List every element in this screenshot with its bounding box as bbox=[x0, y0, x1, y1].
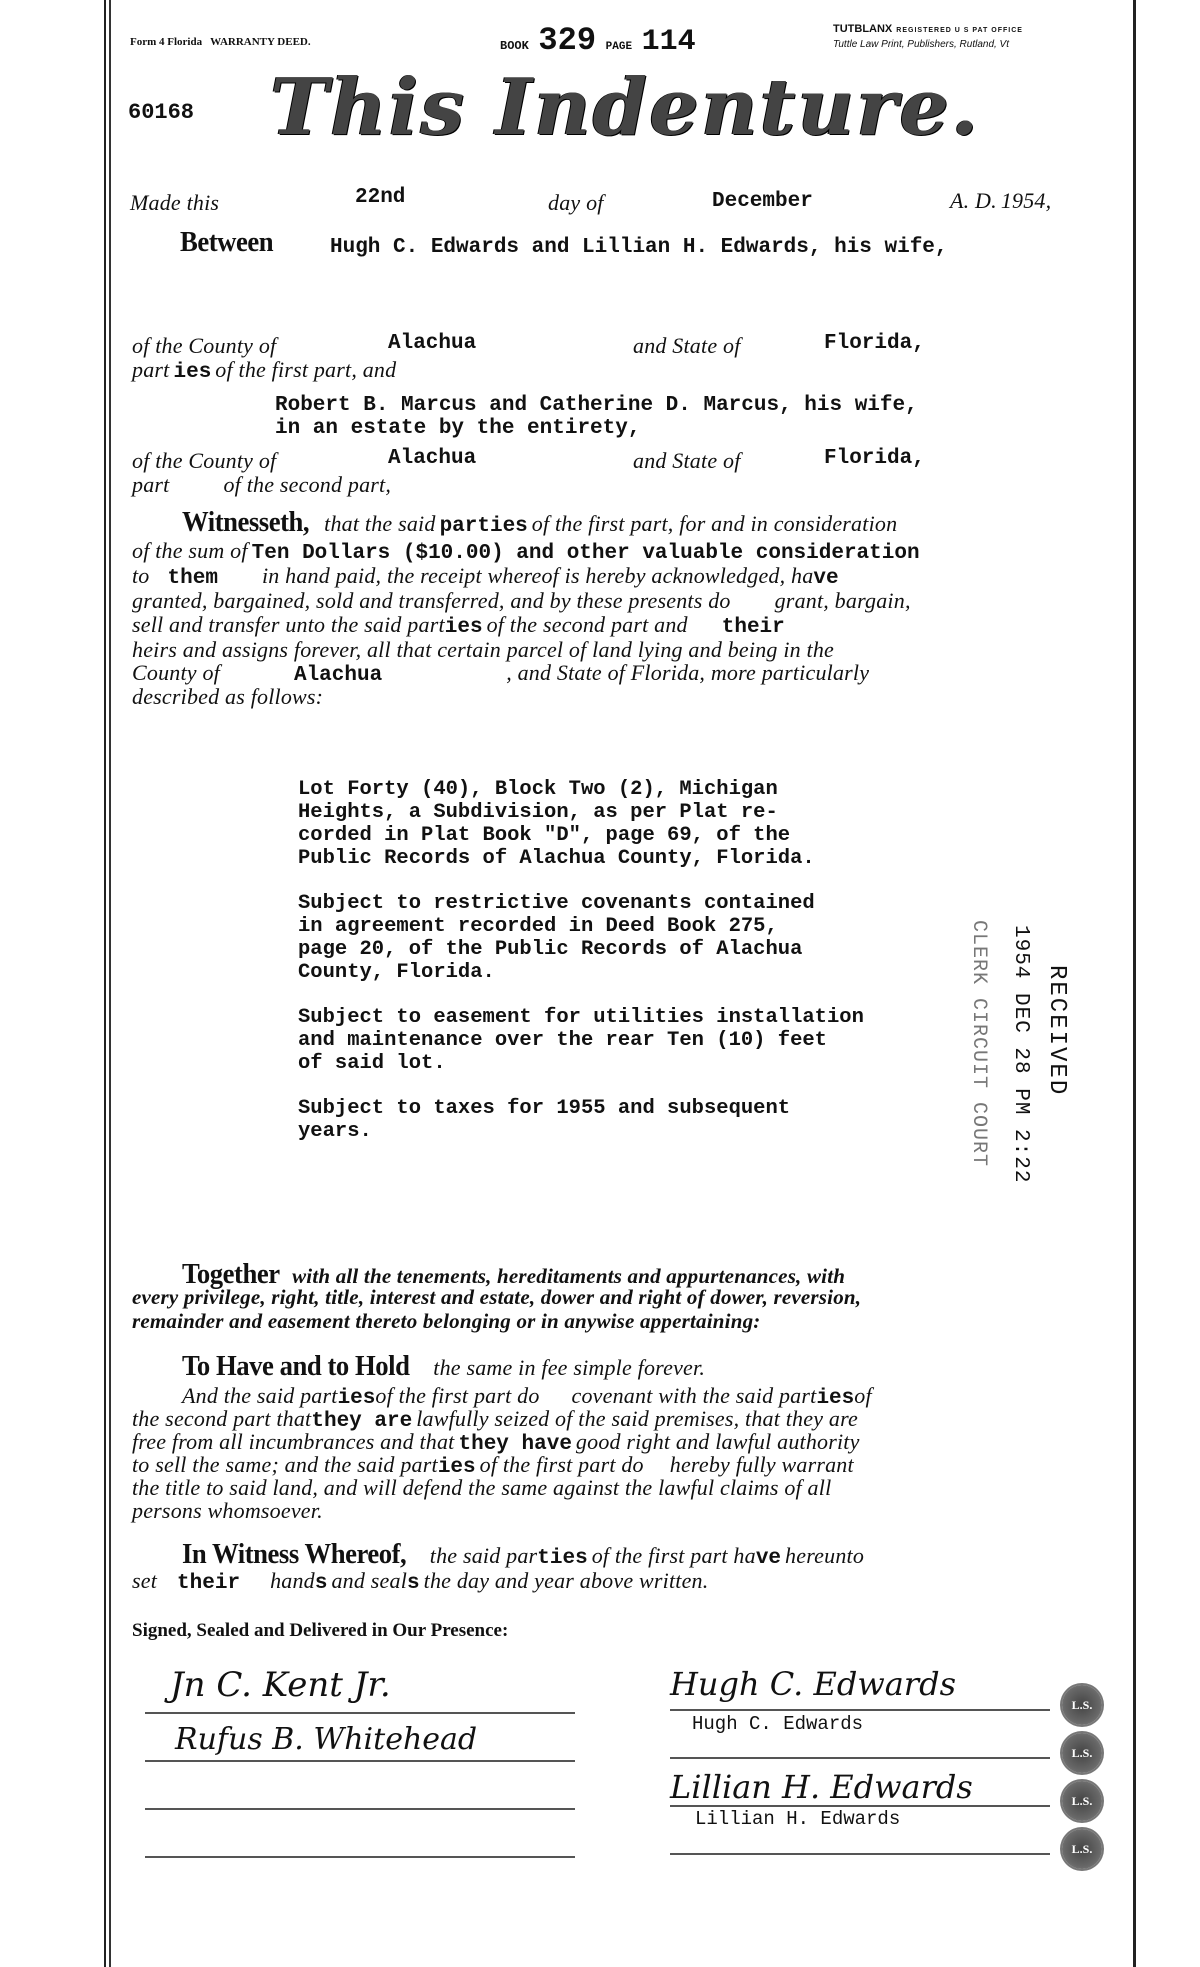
witnesseth-fill: their bbox=[721, 616, 785, 639]
habendum-text: good right and lawful authority bbox=[575, 1429, 860, 1454]
description-line: County, Florida. bbox=[298, 961, 495, 984]
in-witness-text: the day and year above written. bbox=[423, 1568, 709, 1593]
description-line: in agreement recorded in Deed Book 275, bbox=[298, 915, 778, 938]
in-witness-line-1 bbox=[182, 1538, 864, 1571]
witnesseth-line-3 bbox=[132, 563, 839, 590]
description-line: Subject to taxes for 1955 and subsequent bbox=[298, 1097, 791, 1120]
in-witness-text: hand bbox=[270, 1568, 315, 1593]
in-witness-fill: ties bbox=[537, 1547, 588, 1570]
habendum-text: And the said part bbox=[182, 1383, 338, 1408]
witness2-signature: Rufus B. Whitehead bbox=[175, 1722, 478, 1757]
second-county-label: of the County of bbox=[132, 448, 277, 473]
in-witness-text: hereunto bbox=[785, 1543, 865, 1568]
description-line: Subject to restrictive covenants contained bbox=[298, 892, 815, 915]
witness-signature-line-3 bbox=[145, 1808, 575, 1810]
witnesseth-fill: ies bbox=[444, 616, 483, 639]
publisher-name: Tuttle Law Print, Publishers, Rutland, Vt bbox=[833, 39, 1010, 50]
grantors: Hugh C. Edwards and Lillian H. Edwards, his wife, bbox=[330, 236, 948, 259]
day-value: 22nd bbox=[355, 186, 406, 209]
in-witness-fill: ve bbox=[755, 1547, 782, 1570]
ad-label: A. D. bbox=[950, 188, 997, 213]
book-number: 329 bbox=[538, 22, 597, 59]
witnesseth-line-8: described as follows: bbox=[132, 684, 324, 709]
witnesseth-line-1 bbox=[182, 506, 898, 539]
in-witness-label: In Witness Whereof, bbox=[182, 1538, 407, 1570]
together-label: Together bbox=[182, 1258, 280, 1290]
together-line-3: remainder and easement thereto belonging or in anywise appertaining: bbox=[132, 1309, 761, 1333]
witnesseth-text: , and State of Florida, more particularly bbox=[506, 660, 870, 685]
property-description bbox=[298, 778, 864, 1143]
witnesseth-label: Witnesseth, bbox=[182, 506, 310, 538]
form-label: Form 4 Florida bbox=[130, 36, 203, 48]
habendum-text: lawfully seized of the said premises, that they are bbox=[416, 1406, 858, 1431]
description-paragraph-4 bbox=[298, 1097, 864, 1143]
seal-2 bbox=[1062, 1733, 1102, 1773]
book-page-stamp bbox=[500, 22, 696, 59]
seal-1 bbox=[1062, 1685, 1102, 1725]
in-witness-text: and seal bbox=[331, 1568, 408, 1593]
habendum-text: the second part that bbox=[132, 1406, 312, 1431]
day-of-label: day of bbox=[548, 190, 604, 215]
habendum-fill: they have bbox=[458, 1433, 572, 1456]
witnesseth-fill: them bbox=[167, 567, 218, 590]
description-line: years. bbox=[298, 1120, 372, 1143]
second-state-label: and State of bbox=[633, 448, 741, 473]
habendum-text: hereby fully warrant bbox=[669, 1452, 854, 1477]
habendum-line-1 bbox=[182, 1350, 705, 1383]
form-header bbox=[130, 36, 311, 48]
between-label: Between bbox=[180, 226, 274, 258]
first-county: Alachua bbox=[388, 332, 477, 355]
witnesseth-county: Alachua bbox=[293, 664, 383, 687]
habendum-text: covenant with the said part bbox=[571, 1383, 817, 1408]
habendum-text: the same in fee simple forever. bbox=[433, 1355, 706, 1380]
description-line: Lot Forty (40), Block Two (2), Michigan bbox=[298, 778, 778, 801]
description-line: Subject to easement for utilities installation bbox=[298, 1006, 864, 1029]
seal-label: L.S. bbox=[1071, 1697, 1093, 1712]
first-part-text: of the first part, and bbox=[215, 357, 397, 382]
book-label: BOOK bbox=[500, 39, 529, 53]
page-border-right bbox=[1133, 0, 1136, 1967]
year-value: 1954, bbox=[1000, 188, 1052, 213]
first-state-label: and State of bbox=[633, 333, 741, 358]
witnesseth-text: that the said bbox=[324, 511, 436, 536]
witnesseth-text: of the second part and bbox=[486, 612, 688, 637]
description-line: Heights, a Subdivision, as per Plat re- bbox=[298, 801, 778, 824]
grantor2-signature: Lillian H. Edwards bbox=[670, 1768, 973, 1806]
publisher-brand: TUTBLANX bbox=[833, 23, 893, 35]
together-line-2: every privilege, right, title, interest and estate, dower and right of dower, reversion, bbox=[132, 1285, 862, 1309]
form-title: WARRANTY DEED. bbox=[210, 36, 311, 48]
witnesseth-text: granted, bargained, sold and transferred, and by these presents do bbox=[132, 588, 731, 613]
description-line: and maintenance over the rear Ten (10) feet bbox=[298, 1029, 827, 1052]
habendum-fill: ies bbox=[437, 1456, 476, 1479]
seal-label: L.S. bbox=[1071, 1841, 1093, 1856]
witnesseth-fill: ve bbox=[813, 567, 839, 590]
page-label: PAGE bbox=[605, 41, 633, 53]
description-paragraph-3 bbox=[298, 1006, 864, 1075]
document-number: 60168 bbox=[128, 100, 195, 125]
description-line: corded in Plat Book "D", page 69, of the bbox=[298, 824, 791, 847]
witnesseth-text: in hand paid, the receipt whereof is hereby acknowledged, ha bbox=[261, 563, 814, 588]
page-number: 114 bbox=[641, 25, 696, 59]
in-witness-fill: their bbox=[177, 1572, 241, 1595]
habendum-text: of bbox=[854, 1383, 872, 1408]
document-title: This Indenture. bbox=[270, 62, 981, 153]
second-county: Alachua bbox=[388, 447, 477, 470]
witnesseth-text: of the first part, for and in consideration bbox=[531, 511, 898, 536]
month-value: December bbox=[712, 190, 813, 213]
witness1-signature: Jn C. Kent Jr. bbox=[170, 1665, 391, 1705]
habendum-line-6: the title to said land, and will defend the same against the lawful claims of all bbox=[132, 1475, 832, 1500]
grantor1-typed-name: Hugh C. Edwards bbox=[692, 1713, 864, 1735]
publisher-imprint bbox=[833, 22, 1023, 51]
second-state: Florida, bbox=[824, 447, 925, 470]
first-part-line bbox=[132, 357, 396, 384]
habendum-text: of the first part do bbox=[479, 1452, 644, 1477]
witnesseth-text: of the sum of bbox=[132, 538, 248, 563]
habendum-fill: ies bbox=[816, 1387, 855, 1410]
description-paragraph-2 bbox=[298, 892, 864, 984]
grantor1-signature: Hugh C. Edwards bbox=[670, 1665, 956, 1703]
witnesseth-text: grant, bargain, bbox=[774, 588, 911, 613]
grantor2-typed-name: Lillian H. Edwards bbox=[695, 1808, 901, 1830]
year-line bbox=[950, 188, 1051, 214]
grantor-signature-line-1 bbox=[670, 1709, 1050, 1711]
witnesseth-line-4 bbox=[132, 588, 911, 614]
second-part-line bbox=[132, 472, 391, 498]
witnesseth-text: sell and transfer unto the said part bbox=[132, 612, 445, 637]
habendum-text: of the first part do bbox=[375, 1383, 540, 1408]
grantor-signature-line-4 bbox=[670, 1853, 1050, 1855]
witness-signature-line-2 bbox=[145, 1760, 575, 1762]
in-witness-fill: s bbox=[407, 1572, 420, 1595]
witnesseth-line-6: heirs and assigns forever, all that certain parcel of land lying and being in the bbox=[132, 637, 835, 662]
habendum-text: free from all incumbrances and that bbox=[132, 1429, 455, 1454]
habendum-fill: ies bbox=[337, 1387, 376, 1410]
in-witness-text: of the first part ha bbox=[591, 1543, 756, 1568]
witnesseth-text: County of bbox=[132, 660, 220, 685]
witnesseth-line-2 bbox=[132, 538, 920, 565]
part-suffix: ies bbox=[173, 361, 212, 384]
received-datetime: 1954 DEC 28 PM 2:22 bbox=[1009, 925, 1032, 1184]
publisher-registered: REGISTERED U S PAT OFFICE bbox=[896, 27, 1023, 34]
date-line bbox=[130, 190, 219, 216]
part-label-2: part bbox=[132, 472, 170, 497]
received-stamp: RECEIVED bbox=[1043, 965, 1070, 1097]
witnesseth-fill: parties bbox=[439, 515, 528, 538]
in-witness-text: the said par bbox=[429, 1543, 538, 1568]
page-border-left-inner bbox=[109, 0, 111, 1967]
witnesseth-line-5 bbox=[132, 612, 785, 639]
clerk-stamp: CLERK CIRCUIT COURT bbox=[967, 920, 990, 1168]
description-paragraph-1 bbox=[298, 778, 864, 870]
habendum-text: to sell the same; and the said part bbox=[132, 1452, 438, 1477]
consideration-amount: Ten Dollars ($10.00) and other valuable consideration bbox=[251, 542, 920, 565]
seal-3 bbox=[1062, 1781, 1102, 1821]
description-line: page 20, of the Public Records of Alachua bbox=[298, 938, 803, 961]
habendum-label: To Have and to Hold bbox=[182, 1350, 410, 1382]
description-line: of said lot. bbox=[298, 1052, 446, 1075]
together-text: with all the tenements, hereditaments and appurtenances, with bbox=[292, 1264, 846, 1288]
in-witness-text: set bbox=[132, 1568, 158, 1593]
seal-label: L.S. bbox=[1071, 1745, 1093, 1760]
page-border-left-outer bbox=[104, 0, 106, 1967]
seal-4 bbox=[1062, 1829, 1102, 1869]
in-witness-line-2 bbox=[132, 1568, 708, 1595]
made-this-label: Made this bbox=[130, 190, 220, 215]
grantees-line-1: Robert B. Marcus and Catherine D. Marcus, his wife, bbox=[275, 394, 918, 417]
witness-signature-line-1 bbox=[145, 1712, 575, 1714]
grantees-line-2: in an estate by the entirety, bbox=[275, 417, 641, 440]
witness-signature-line-4 bbox=[145, 1856, 575, 1858]
witnesseth-text: to bbox=[132, 563, 150, 588]
second-part-text: of the second part, bbox=[223, 472, 392, 497]
seal-label: L.S. bbox=[1071, 1793, 1093, 1808]
habendum-fill: they are bbox=[311, 1410, 413, 1433]
grantor-signature-line-2 bbox=[670, 1757, 1050, 1759]
first-county-label: of the County of bbox=[132, 333, 277, 358]
description-line: Public Records of Alachua County, Florida. bbox=[298, 847, 815, 870]
between-line bbox=[180, 226, 281, 259]
in-witness-fill: s bbox=[314, 1572, 328, 1595]
presence-label: Signed, Sealed and Delivered in Our Presence: bbox=[132, 1620, 509, 1641]
witnesseth-line-7 bbox=[132, 660, 869, 687]
part-label: part bbox=[132, 357, 170, 382]
first-state: Florida, bbox=[824, 332, 925, 355]
habendum-line-7: persons whomsoever. bbox=[132, 1498, 323, 1523]
grantees bbox=[275, 394, 918, 440]
